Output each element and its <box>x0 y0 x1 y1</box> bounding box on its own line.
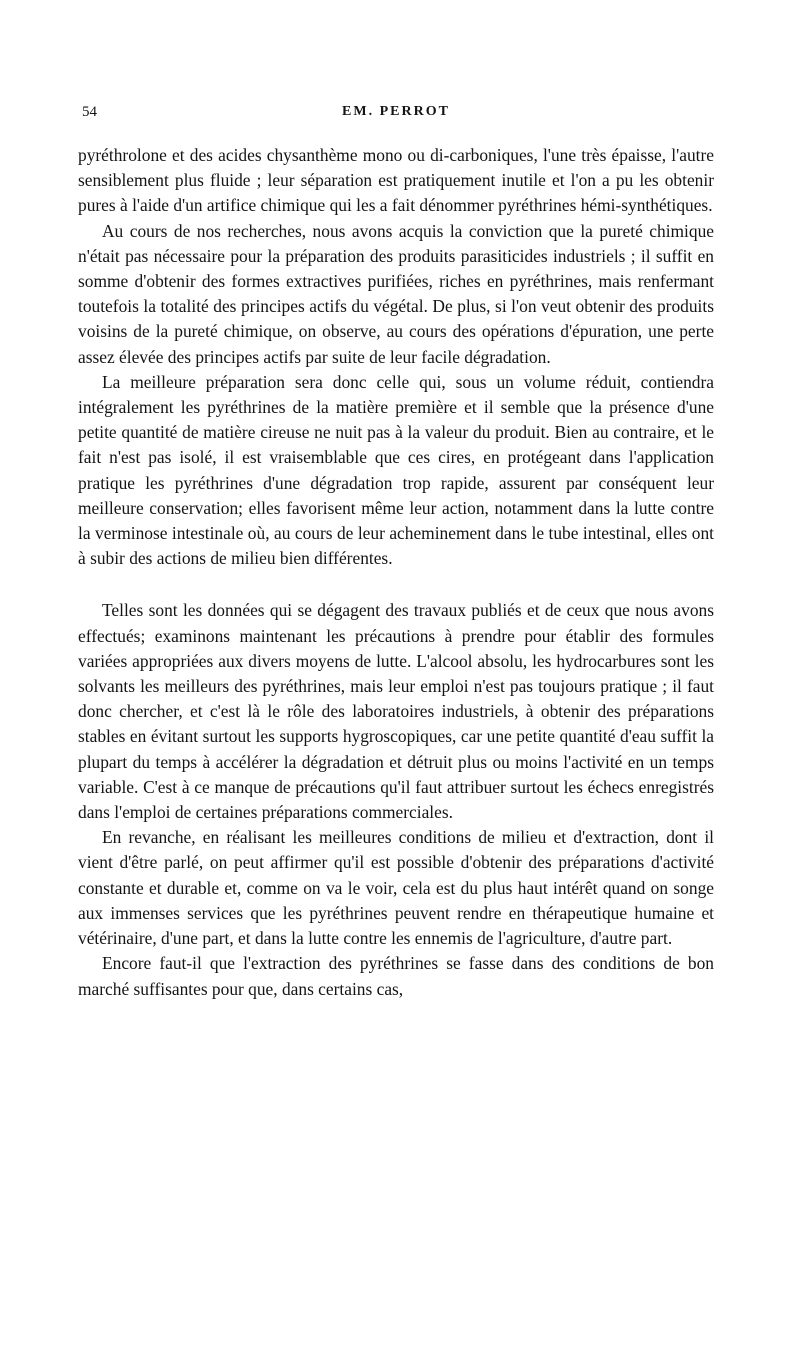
running-head: EM. PERROT <box>342 104 450 119</box>
paragraph: pyréthrolone et des acides chysanthème mono ou di-carboniques, l'une très épaisse, l'autre sensiblement plus fluide ; leur séparation est pratiquement inutile et l'on a pu les obtenir pures à l'aide d'un artifice chimique qui les a fait dénommer pyréthrines hémi-synthétiques. <box>78 145 714 216</box>
paragraph: Telles sont les données qui se dégagent des travaux publiés et de ceux que nous avons effectués; examinons maintenant les précautions à prendre pour établir des formules variées appropriées aux divers moyens de lutte. L'alcool absolu, les hydrocarbures sont les solvants les meilleurs des pyréthrines, mais leur emploi n'est pas toujours pratique ; il faut donc chercher, et c'est là le rôle des laboratoires industriels, à obtenir des préparations stables en évitant surtout les supports hygroscopiques, car une petite quantité d'eau suffit la plupart du temps à accélérer la dégradation et détruit plus ou moins l'activité en un temps variable. C'est à ce manque de précautions qu'il faut attribuer surtout les échecs enregistrés dans l'emploi de certaines préparations commerciales. <box>78 600 714 823</box>
paragraph: Encore faut-il que l'extraction des pyréthrines se fasse dans des conditions de bon marché suffisantes pour que, dans certains cas, <box>78 953 714 999</box>
body-text <box>78 143 714 1002</box>
page-header <box>78 104 714 128</box>
paragraph: Au cours de nos recherches, nous avons acquis la conviction que la pureté chimique n'était pas nécessaire pour la préparation des produits parasiticides industriels ; il suffit en somme d'obtenir des formes extractives purifiées, riches en pyréthrines, mais renfermant toutefois la totalité des principes actifs du végétal. De plus, si l'on veut obtenir des produits voisins de la pureté chimique, on observe, au cours des opérations d'épuration, une perte assez élevée des principes actifs par suite de leur facile dégradation. <box>78 220 714 367</box>
paragraph: La meilleure préparation sera donc celle qui, sous un volume réduit, contiendra intégralement les pyréthrines de la matière première et il semble que la présence d'une petite quantité de matière cireuse ne nuit pas à la valeur du produit. Bien au contraire, et le fait n'est pas isolé, il est vraisemblable que ces cires, en protégeant dans l'application pratique les pyréthrines d'une dégradation trop rapide, assurent par conséquent leur meilleure conservation; elles favorisent même leur action, notamment dans la lutte contre la verminose intestinale où, au cours de leur acheminement dans le tube intestinal, elles ont à subir des actions de milieu bien différentes. <box>78 371 714 569</box>
paragraph: En revanche, en réalisant les meilleures conditions de milieu et d'extraction, dont il vient d'être parlé, on peut affirmer qu'il est possible d'obtenir des préparations d'activité constante et durable et, comme on va le voir, cela est du plus haut intérêt quand on songe aux immenses services que les pyréthrines peuvent rendre en thérapeutique humaine et vétérinaire, d'une part, et dans la lutte contre les ennemis de l'agriculture, d'autre part. <box>78 827 714 949</box>
page-number: 54 <box>82 104 97 120</box>
